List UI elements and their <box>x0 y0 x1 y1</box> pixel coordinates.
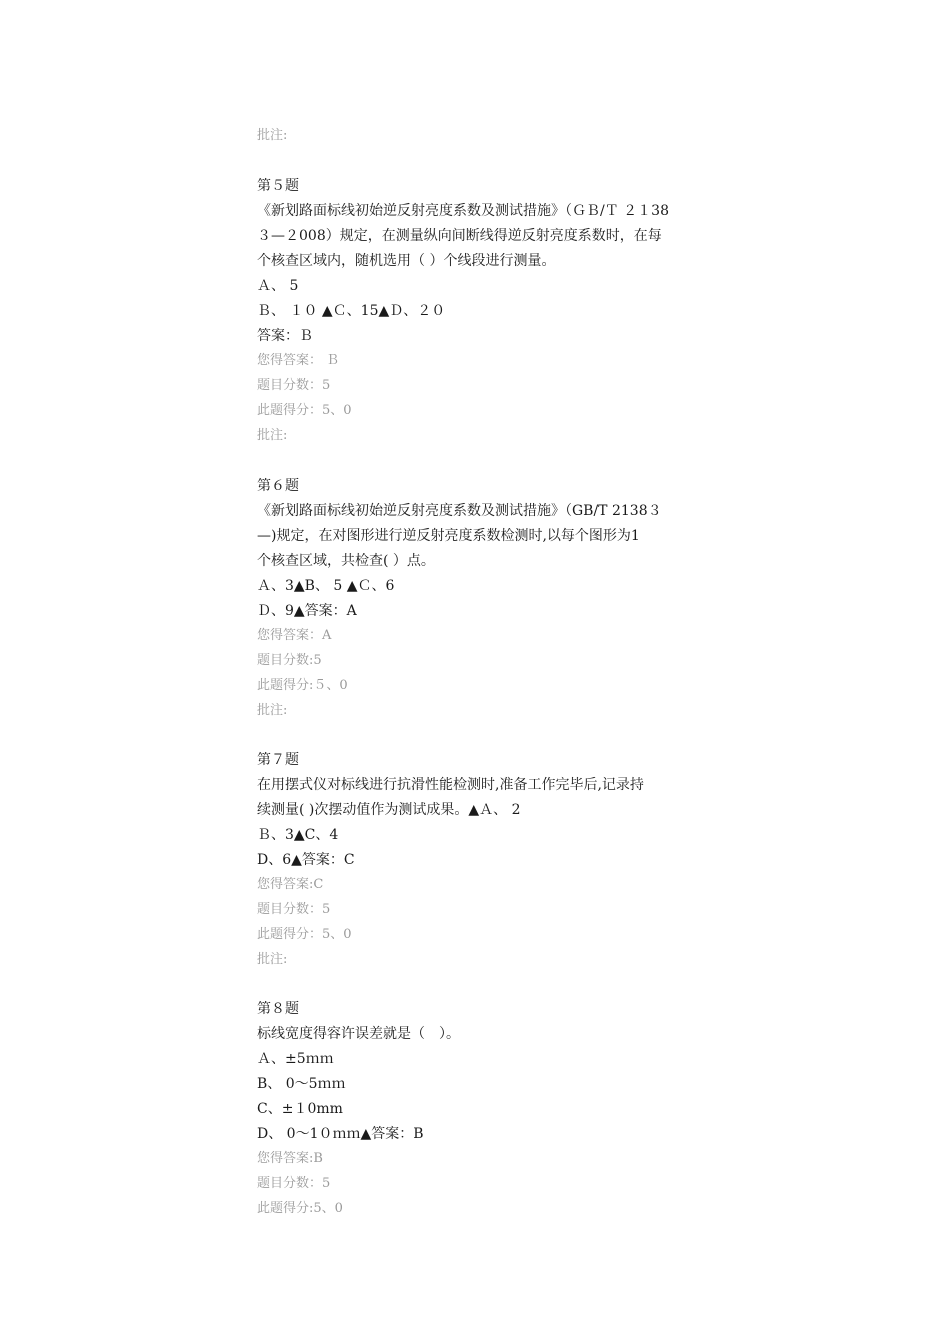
answer-line: D、 0～1０ｍｍ▲答案：B <box>257 1126 424 1142</box>
question-text: 在用摆式仪对标线进行抗滑性能检测时,准备工作完毕后,记录持 <box>257 777 644 793</box>
question-text: ３—２008）规定，在测量纵向间断线得逆反射亮度系数时，在每 <box>257 228 662 244</box>
earned-score: 此题得分:５、0 <box>257 678 348 693</box>
answer-line: 答案：Ｂ <box>257 328 313 344</box>
option-line: B、 0～5ｍｍ <box>257 1076 346 1092</box>
question-score: 题目分数:5 <box>257 653 322 668</box>
option-line: Ａ、±5ｍｍ <box>257 1051 334 1067</box>
earned-score: 此题得分：5、0 <box>257 403 352 418</box>
your-answer: 您得答案：A <box>257 628 332 643</box>
answer-line: D、6▲答案：C <box>257 852 355 868</box>
your-answer: 您得答案:C <box>257 877 324 892</box>
option-line: Ｂ、3▲C、4 <box>257 827 339 843</box>
question-score: 题目分数：5 <box>257 378 331 393</box>
earned-score: 此题得分:5、0 <box>257 1201 343 1216</box>
question-title: 第７题 <box>257 752 299 768</box>
question-score: 题目分数：5 <box>257 902 331 917</box>
question-text: 标线宽度得容许误差就是（ ）。 <box>257 1026 460 1042</box>
option-line: C、±１0mm <box>257 1101 343 1117</box>
question-score: 题目分数：5 <box>257 1176 331 1191</box>
question-title: 第５题 <box>257 178 299 194</box>
question-text: 续测量( )次摆动值作为测试成果。▲Ａ、 2 <box>257 802 521 818</box>
question-text: 个核查区域，共检查( ）点。 <box>257 553 435 569</box>
your-answer: 您得答案:B <box>257 1151 323 1166</box>
question-text: 《新划路面标线初始逆反射亮度系数及测试措施》（ＧＢ/Ｔ ２１38 <box>257 203 669 219</box>
comment-label: 批注: <box>257 428 288 443</box>
question-title: 第８题 <box>257 1001 299 1017</box>
comment-label: 批注: <box>257 952 288 967</box>
answer-line: Ｄ、9▲答案：A <box>257 603 357 619</box>
option-line: Ａ、 5 <box>257 278 299 294</box>
option-line: Ａ、3▲B、 5 ▲Ｃ、6 <box>257 578 395 594</box>
question-text: 个核查区域内，随机选用（ ）个线段进行测量。 <box>257 253 556 269</box>
question-title: 第６题 <box>257 478 299 494</box>
your-answer: 您得答案： Ｂ <box>257 353 340 368</box>
comment-label: 批注: <box>257 128 288 143</box>
earned-score: 此题得分：5、0 <box>257 927 352 942</box>
option-line: Ｂ、 １０ ▲Ｃ、15▲Ｄ、２０ <box>257 303 446 319</box>
comment-label: 批注: <box>257 703 288 718</box>
question-text: 《新划路面标线初始逆反射亮度系数及测试措施》（GB/T 2138３ <box>257 503 662 519</box>
question-text: —)规定，在对图形进行逆反射亮度系数检测时,以每个图形为1 <box>257 528 640 544</box>
